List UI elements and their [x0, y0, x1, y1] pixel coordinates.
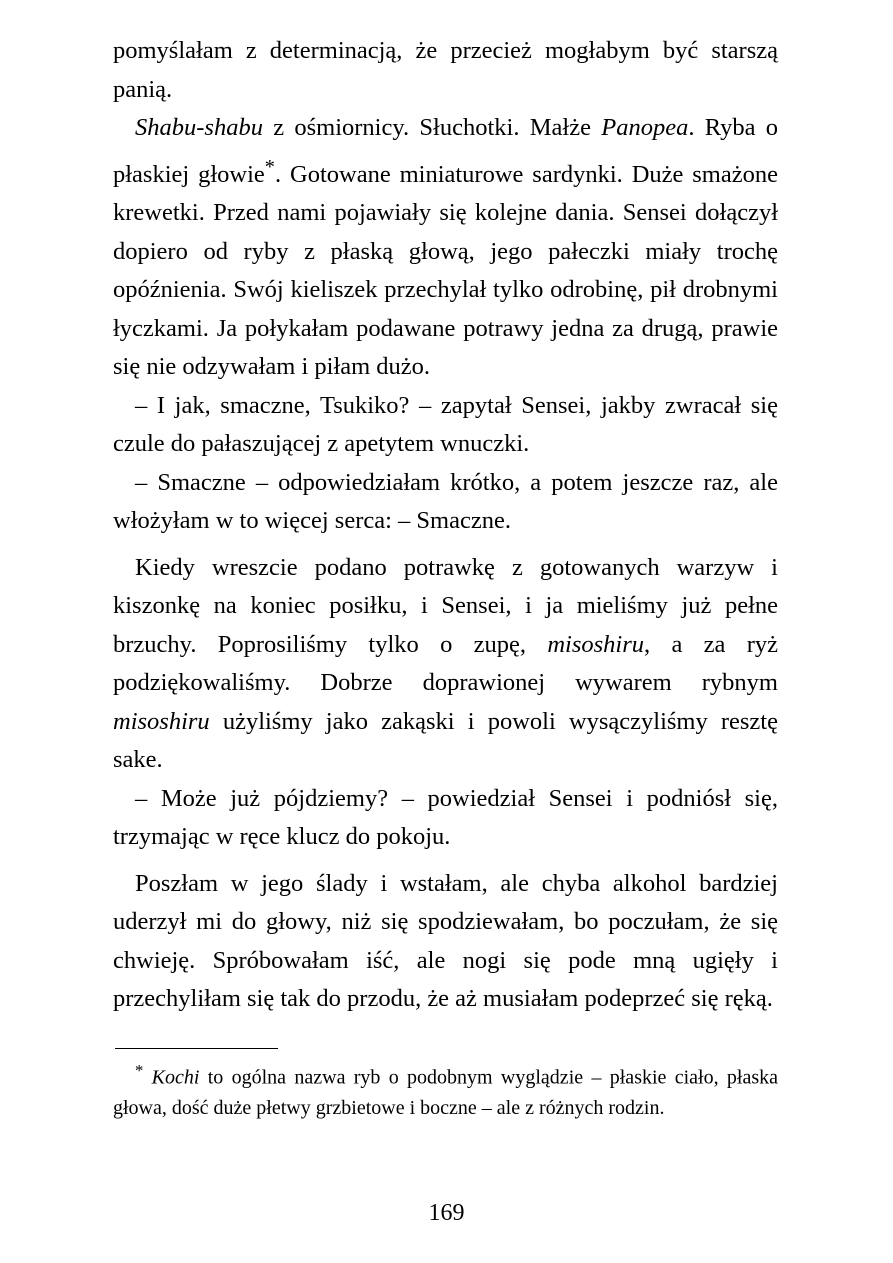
footnote-term: Kochi	[151, 1066, 200, 1089]
paragraph-5-text-c: użyliśmy jako zakąski i powoli wysączyliśmy resztę sake.	[113, 707, 778, 774]
paragraph-2-text-c: . Gotowane miniaturowe sardynki. Duże smażone krewetki. Przed nami pojawiały się kolejne dania. Sensei dołączył dopiero od ryby z płaską głową, jego pałeczki miały trochę opóźnienia. Swój kieliszek przechylał tylko odrobinę, pił drobnymi łyczkami. Ja połykałam podawane potrawy jedna za drugą, prawie się nie odzywałam i piłam dużo.	[113, 160, 778, 381]
paragraph-6-text: – Może już pójdziemy? – powiedział Sensei i podniósł się, trzymając w ręce klucz do pokoju.	[113, 784, 778, 851]
paragraph-2-text-b: . Ryba o płaskiej głowie	[113, 114, 778, 188]
paragraph-1-text: pomyślałam z determinacją, że przecież mogłabym być starszą panią.	[113, 37, 778, 103]
paragraph-5-text-a: Kiedy wreszcie podano potrawkę z gotowanych warzyw i kiszonkę na koniec posiłku, i Sensei, i ja mieliśmy już pełne brzuchy. Poprosiliśmy tylko o zupę,	[113, 553, 778, 658]
paragraph-6	[113, 780, 778, 857]
soup-name-2: misoshiru	[113, 707, 210, 735]
paragraph-7-text: Poszłam w jego ślady i wstałam, ale chyba alkohol bardziej uderzył mi do głowy, niż się spodziewałam, bo poczułam, że się chwieję. Spróbowałam iść, ale nogi się pode mną ugięły i przechyliłam się tak do przodu, że aż musiałam podeprzeć się ręką.	[113, 869, 778, 1013]
paragraph-4	[113, 464, 778, 541]
footnote-paragraph	[113, 1056, 778, 1123]
dish-name: Shabu-shabu	[135, 114, 263, 141]
main-text	[113, 32, 778, 1019]
paragraph-7	[113, 865, 778, 1019]
paragraph-1	[113, 32, 778, 109]
paragraph-5	[113, 549, 778, 780]
paragraph-3	[113, 387, 778, 464]
footnote-divider	[115, 1048, 278, 1049]
footnote	[113, 1056, 778, 1123]
paragraph-5-text-b: , a za ryż podziękowaliśmy. Dobrze doprawionej wywarem rybnym	[113, 630, 778, 697]
footnote-reference: *	[264, 155, 275, 178]
paragraph-2-text-a: z ośmiornicy. Słuchotki. Małże	[262, 114, 602, 141]
page-number: 169	[428, 1200, 465, 1226]
footnote-mark: *	[135, 1061, 144, 1080]
clam-name: Panopea	[601, 114, 689, 141]
paragraph-4-text: – Smaczne – odpowiedziałam krótko, a potem jeszcze raz, ale włożyłam w to więcej serca: – Smaczne.	[113, 468, 778, 535]
paragraph-2	[113, 109, 778, 387]
soup-name: misoshiru	[547, 630, 645, 658]
paragraph-3-text: – I jak, smaczne, Tsukiko? – zapytał Sensei, jakby zwracał się czule do pałaszującej z apetytem wnuczki.	[113, 391, 778, 458]
footnote-text: to ogólna nazwa ryb o podobnym wyglądzie – płaskie ciało, płaska głowa, dość duże płetwy grzbietowe i boczne – ale z różnych rodzin.	[113, 1066, 778, 1119]
